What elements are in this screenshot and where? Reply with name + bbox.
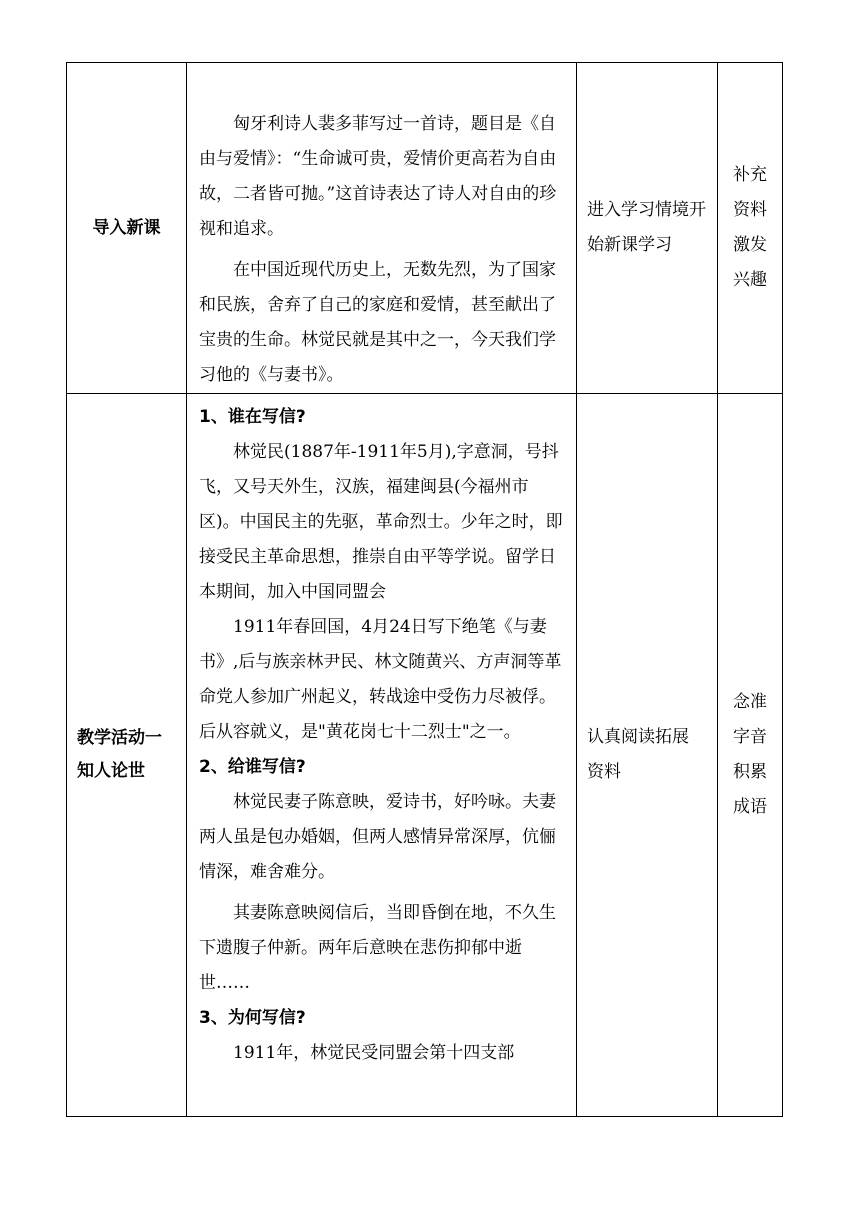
section-whom-paragraph-1: 林觉民妻子陈意映，爱诗书，好吟咏。夫妻两人虽是包办婚姻，但两人感情异常深厚，伉俪情深，难舍难分。 (199, 792, 556, 882)
stage-cell-intro: 导入新课 (67, 63, 187, 394)
section-heading-why: 3、为何写信? (199, 1008, 306, 1028)
design-intent-cell-activity-one: 念准字音积累成语 (718, 394, 783, 1117)
lesson-plan-table (66, 62, 783, 1117)
stage-title-line2: 知人论世 (77, 761, 145, 781)
stage-title-line1: 教学活动一 (77, 728, 162, 748)
content-cell-intro (187, 63, 577, 394)
design-intent-cell-intro: 补充资料激发兴趣 (718, 63, 783, 394)
content-cell-activity-one (187, 394, 577, 1117)
intro-paragraph-1: 匈牙利诗人裴多菲写过一首诗，题目是《自由与爱情》：“生命诚可贵，爱情价更高若为自由故，二者皆可抛。”这首诗表达了诗人对自由的珍视和追求。 (199, 114, 557, 239)
section-why-paragraph-1: 1911年，林觉民受同盟会第十四支部 (233, 1043, 515, 1063)
section-who-paragraph-2: 1911年春回国，4月24日写下绝笔《与妻书》,后与族亲林尹民、林文随黄兴、方声洞等革命党人参加广州起义，转战途中受伤力尽被俘。后从容就义，是"黄花岗七十二烈士"之一。 (199, 617, 562, 742)
student-activity-cell-intro: 进入学习情境开始新课学习 (577, 63, 718, 394)
section-who-paragraph-1: 林觉民(1887年-1911年5月),字意洞，号抖飞，又号天外生，汉族，福建闽县(今福州市区)。中国民主的先驱，革命烈士。少年之时，即接受民主革命思想，推崇自由平等学说。留学日本期间，加入中国同盟会 (199, 442, 563, 602)
table-row-intro (67, 63, 783, 394)
section-heading-who: 1、谁在写信? (199, 407, 306, 427)
table-row-activity-one (67, 394, 783, 1117)
section-whom-paragraph-2: 其妻陈意映阅信后，当即昏倒在地，不久生下遗腹子仲新。两年后意映在悲伤抑郁中逝世…… (199, 903, 556, 993)
intro-paragraph-2: 在中国近现代历史上，无数先烈，为了国家和民族，舍弃了自己的家庭和爱情，甚至献出了宝贵的生命。林觉民就是其中之一，今天我们学习他的《与妻书》。 (199, 260, 556, 385)
stage-cell-activity-one (67, 394, 187, 1117)
student-activity-cell-activity-one: 认真阅读拓展资料 (577, 394, 718, 1117)
section-heading-whom: 2、给谁写信? (199, 757, 306, 777)
